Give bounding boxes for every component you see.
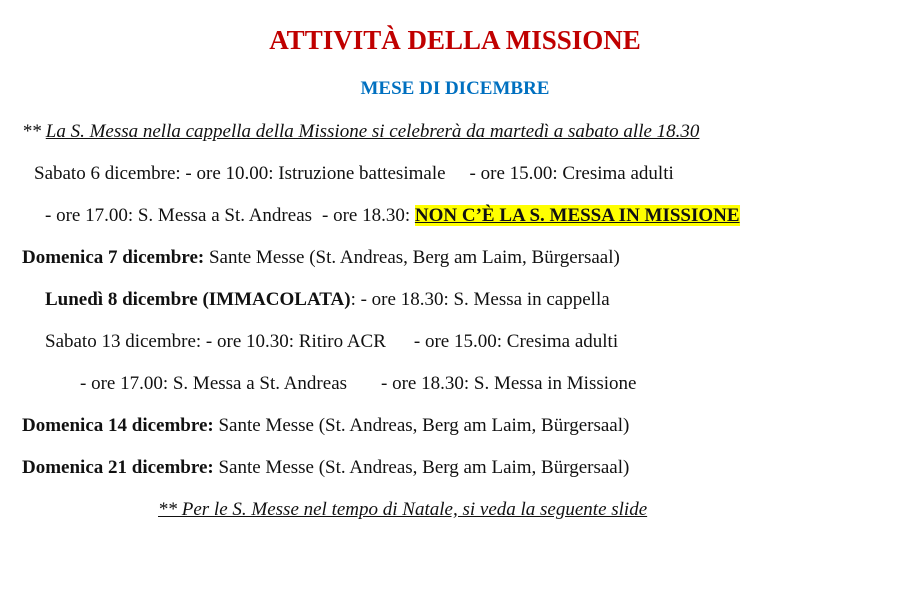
sat13-evening: - ore 17.00: S. Messa a St. Andreas: [80, 373, 348, 394]
note-bottom-text: ** Per le S. Messe nel tempo di Natale, si veda la seguente slide: [158, 499, 648, 520]
schedule-sun21: [22, 456, 629, 480]
schedule-mon8: [45, 288, 610, 312]
sun21-text: Sante Messe (St. Andreas, Berg am Laim, Bürgersaal): [213, 457, 630, 478]
sat13-afternoon: - ore 15.00: Cresima adulti: [413, 331, 619, 352]
sun7-text: Sante Messe (St. Andreas, Berg am Laim, Bürgersaal): [204, 247, 620, 268]
mon8-label: Lunedì 8 dicembre (IMMACOLATA): [45, 289, 351, 310]
sun21-label: Domenica 21 dicembre:: [22, 457, 214, 478]
sat6-morning: Sabato 6 dicembre: - ore 10.00: Istruzione battesimale: [34, 163, 446, 184]
note-bottom: [158, 498, 647, 522]
note-top: [22, 120, 699, 144]
schedule-sat13-line1: [45, 330, 618, 354]
sat6-night: - ore 18.30:: [322, 205, 415, 226]
sat6-highlight-notice: NON C’È LA S. MESSA IN MISSIONE: [414, 205, 740, 226]
sat13-morning: Sabato 13 dicembre: - ore 10.30: Ritiro ACR: [45, 331, 386, 352]
sat13-night: - ore 18.30: S. Messa in Missione: [381, 373, 637, 394]
sun7-label: Domenica 7 dicembre:: [22, 247, 205, 268]
schedule-sun7: [22, 246, 620, 270]
sun14-text: Sante Messe (St. Andreas, Berg am Laim, Bürgersaal): [213, 415, 630, 436]
page-title: ATTIVITÀ DELLA MISSIONE: [269, 25, 641, 55]
schedule-sun14: [22, 414, 629, 438]
sat6-afternoon: - ore 15.00: Cresima adulti: [469, 163, 674, 184]
note-top-text: La S. Messa nella cappella della Missione si celebrerà da martedì a sabato alle 18.30: [45, 121, 700, 142]
note-top-prefix: **: [22, 121, 46, 142]
sat6-evening: - ore 17.00: S. Messa a St. Andreas: [45, 205, 313, 226]
schedule-sat6-line2: [45, 204, 740, 228]
schedule-sat6-line1: [34, 162, 674, 186]
page-subtitle: MESE DI DICEMBRE: [360, 78, 550, 99]
schedule-sat13-line2: [80, 372, 636, 396]
sun14-label: Domenica 14 dicembre:: [22, 415, 214, 436]
mon8-text: : - ore 18.30: S. Messa in cappella: [350, 289, 610, 310]
